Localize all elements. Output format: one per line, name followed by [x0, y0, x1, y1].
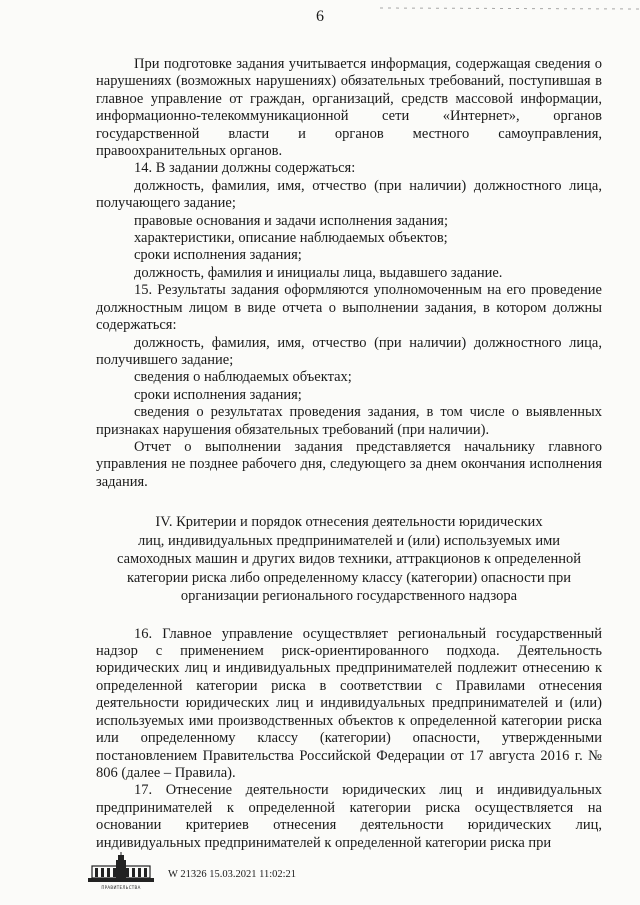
paragraph-15: 15. Результаты задания оформляются уполномоченным на его проведение должностным лицом в виде отчета о выполнении задания, в котором должны содержаться: — [96, 282, 602, 334]
page-number: 6 — [316, 8, 324, 25]
section-heading-line: организации регионального государственного надзора — [180, 588, 518, 605]
list-item: должность, фамилия, имя, отчество (при наличии) должностного лица, получившего задание; — [96, 334, 602, 368]
emblem-caption: ПРАВИТЕЛЬСТВА — [101, 885, 141, 890]
section-heading-line: категории риска либо определенному классу (категории) опасности при — [127, 569, 571, 586]
list-item: должность, фамилия и инициалы лица, выдавшего задание. — [134, 264, 503, 281]
list-item: должность, фамилия, имя, отчество (при наличии) должностного лица, получающего задание; — [96, 177, 602, 212]
document-body — [96, 56, 602, 852]
page-footer — [86, 852, 386, 888]
list-item: правовые основания и задачи исполнения задания; — [134, 212, 448, 229]
section-heading-line: лиц, индивидуальных предпринимателей и (или) используемых ими — [137, 532, 561, 549]
government-building-emblem — [86, 852, 156, 884]
section-heading — [96, 513, 602, 606]
paragraph-intro: При подготовке задания учитывается информация, содержащая сведения о нарушениях (возможных нарушениях) обязательных требований, поступившая в главное управление от граждан, организаций, средств массовой информации, информационно-телекоммуникационной сети «Интернет», органов государственной власти и органов местного самоуправления, правоохранительных органов. — [96, 56, 602, 160]
list-item: сроки исполнения задания; — [134, 247, 302, 264]
paragraph-16: 16. Главное управление осуществляет региональный государственный надзор с применением риск-ориентированного подхода. Деятельность юридических лиц и индивидуальных предпринимателей подлежит отнесению к определенной категории риска в соответствии с Правилами отнесения деятельности юридических лиц и индивидуальных предпринимателей и (или) используемых ими производственных объектов к определенной категории риска или определенному классу (категории) опасности, утвержденными постановлением Правительства Российской Федерации от 17 августа 2016 г. № 806 (далее – Правила). — [96, 625, 602, 781]
list-item: характеристики, описание наблюдаемых объектов; — [134, 230, 448, 247]
section-heading-line: IV. Критерии и порядок отнесения деятельности юридических — [155, 514, 543, 531]
paragraph-17: 17. Отнесение деятельности юридических лиц и индивидуальных предпринимателей к определенной категории риска осуществляется на основании критериев отнесения деятельности юридических лиц, индивидуальных предпринимателей к определенной категории риска при — [96, 782, 602, 851]
paragraph-14: 14. В задании должны содержаться: — [134, 160, 356, 177]
list-item: сведения о результатах проведения задания, в том числе о выявленных признаках нарушения обязательных требований (при наличии). — [96, 404, 602, 438]
section-heading-line: самоходных машин и других видов техники, аттракционов к определенной — [116, 551, 582, 568]
paragraph-report: Отчет о выполнении задания представляется начальнику главного управления не позднее рабочего дня, следующего за днем окончания исполнения задания. — [96, 438, 602, 490]
scan-edge-artifact — [0, 0, 640, 6]
registration-stamp: W 21326 15.03.2021 11:02:21 — [168, 869, 297, 880]
list-item: сведения о наблюдаемых объектах; — [134, 369, 352, 386]
list-item: сроки исполнения задания; — [134, 386, 302, 403]
